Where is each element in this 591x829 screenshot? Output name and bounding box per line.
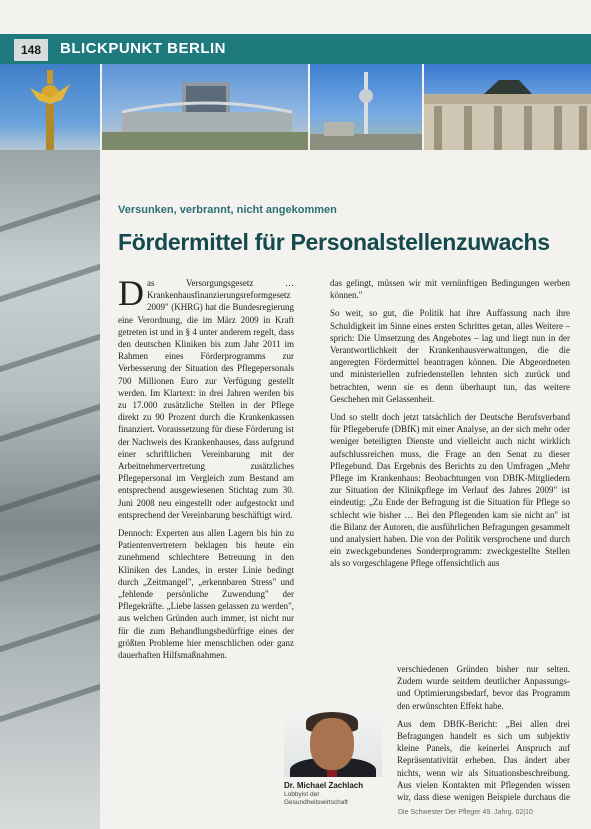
paragraph: So weit, so gut, die Politik hat ihre Auffassung nach ihre Schuldigkeit im Sinne eines ersten Schrittes getan, alles Weitere – sprich: Die Umsetzung des Angebotes – lag und liegt nun in der Verantwortlichkeit der Krankenhausverwaltungen, die die angeregten Fördermittel beantragen können. Die Abgeordneten und ministeriellen zufriedenstellen lehnten sich zurück und betrachten, wenn sie es denn überhaupt tun, das weitere Geschehen mit Gelassenheit. <box>330 308 570 404</box>
article-column-right-lower <box>397 663 570 805</box>
article-column-right <box>330 277 570 576</box>
article-title: Fördermittel für Personalstellenzuwachs <box>118 229 550 255</box>
author-portrait <box>284 712 382 777</box>
paragraph: das gelingt, müssen wir mit vernünftigen Bedingungen werben können." <box>330 278 570 301</box>
tv-tower-photo <box>310 64 422 150</box>
paragraph: as Versorgungsgesetz … Krankenhausfinanzierungsreformgesetz 2009" (KHRG) hat die Bundesregierung eine Verordnung, die im März 2009 in Kraft getreten ist und in § 4 unter anderem regelt, dass den deutschen Kliniken bis zum Jahr 2011 im Rahmen eines Förderprogramms zur Verbesserung der Situation des Pflegepersonals 700 Millionen Euro zur Verfügung gestellt werden. Im Klartext: in drei Jahren werden bis zu 17.000 zusätzliche Stellen in der Pflege direkt zu 90 Prozent durch die Krankenkassen finanziert. Voraussetzung für diese Förderung ist der Nachweis des Krankenhauses, dass aufgrund einer schriftlichen Vereinbarung mit der Arbeitnehmervertretung zusätzliches Pflegepersonal im Vergleich zum Bestand am entsprechend ausgewiesenen Stichtag zum 30. Juni 2008 neu eingestellt oder aufgestockt und entsprechend der Vereinbarung beschäftigt wird. <box>118 278 294 520</box>
decorative-building-photo <box>0 150 100 829</box>
article-kicker: Versunken, verbrannt, nicht angekommen <box>118 204 337 216</box>
victory-column-photo <box>0 64 100 150</box>
brandenburg-gate-photo <box>424 64 591 150</box>
hauptbahnhof-photo <box>102 64 308 150</box>
drop-cap: D <box>118 273 144 313</box>
portrait-caption-role: Lobbyist der Gesundheitswirtschaft <box>284 791 348 806</box>
paragraph: Und so stellt doch jetzt tatsächlich der Deutsche Berufsverband für Pflegeberufe (DBfK) mit einer Analyse, an der sich mehr oder weniger beteiligten Dienste und vielleicht auch nicht wirklich aufschlussreichen muss, die Frage an den Senat zu dieser Pflegebund. Das Ergebnis des Berichts zu den Umfragen „Mehr Pflege im Krankenhaus: Beobachtungen von DBfK-Mitgliedern zur Situation der Klinikpflege im Verlauf des Jahres 2009" ist eindeutig: „Zu Ende der Befragung ist die Situation für Pflege so schlecht wie bisher … Bei den Pflegenden kam sie nicht an" ist die Bilanz der Autoren, die ausführlichen Befragungen gesammelt und analysiert haben. Die von der Politik versprochene und durch ein zweckgebundenes Sonderprogramm: zweckgestellte Stellen als so vorgeschlagene Pflege offensichtlich aus <box>330 412 570 569</box>
paragraph: verschiedenen Gründen bisher nur selten. Zudem wurde seitdem deutlicher Anpassungs- und Optimierungsbedarf, bevor das Programm den erwünschten Effekt habe. <box>397 664 570 711</box>
page-footer: Die Schwester Der Pfleger 49. Jahrg. 02|10 <box>398 809 533 816</box>
paragraph: Dennoch: Experten aus allen Lagern bis hin zu Patientenvertretern beklagen bis heute ein zunehmend schlechtere Betreuung in den Kliniken des Landes, in erster Linie bedingt durch „Zeitmangel", „erkennbaren Stress" und „fehlende persönliche Zuwendung" der Pflegekräfte. „Liebe lassen gelassen zu werden", aus welchen Gründen auch immer, ist nicht nur für die zum Behandlungsbedürftige eines der größten Probleme hier menschlichen oder ganz dauerhaften Hilfsmaßnahmen. <box>118 528 294 661</box>
paragraph: Aus dem DBfK-Bericht: „Bei allen drei Befragungen handelt es sich um subjektiv kleine Panels, die keinerlei Anspruch auf Repräsentativität erheben. Das ändert aber nichts, wenn wir als Situationsbeschreibung. Aus vielen Kontakten mit Pflegenden wissen wir, dass diese wenigen Beispiele durchaus die <box>397 718 570 803</box>
article-column-left <box>118 273 294 667</box>
section-rubric: BLICKPUNKT BERLIN <box>60 40 226 57</box>
portrait-caption-name: Dr. Michael Zachlach <box>284 781 364 790</box>
page-number: 148 <box>14 39 48 61</box>
